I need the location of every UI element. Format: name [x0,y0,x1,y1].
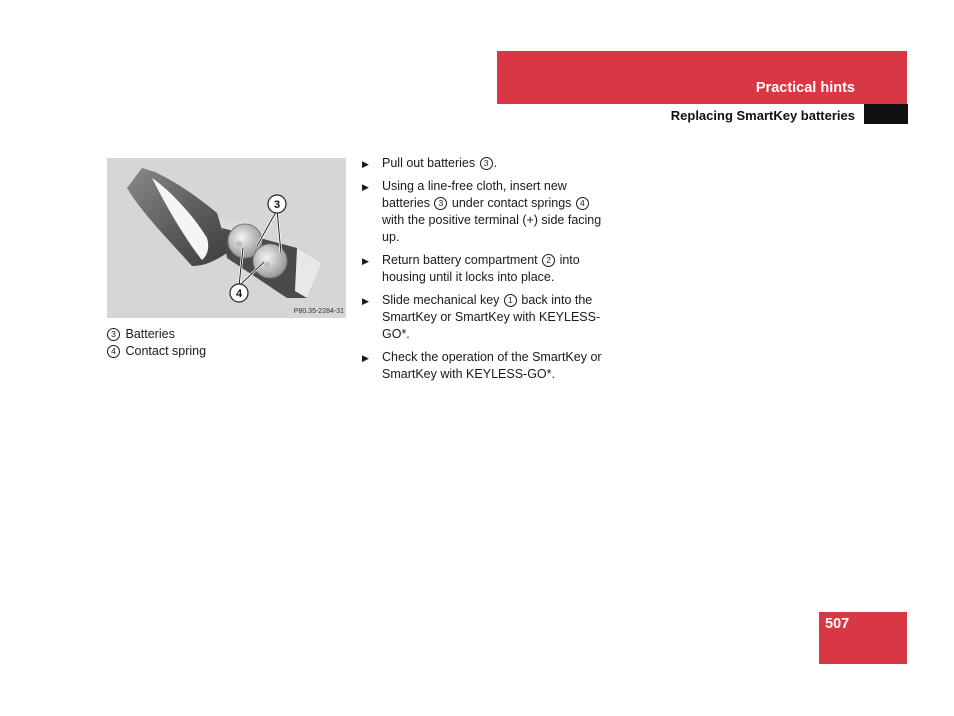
instruction-steps [362,155,612,389]
legend-item [107,326,206,343]
bullet-arrow-icon: ▶ [362,296,369,306]
circled-number-icon: 3 [480,157,493,170]
bullet-arrow-icon: ▶ [362,182,369,192]
callout-3 [268,195,286,213]
instruction-step: ▶ Using a line-free cloth, insert new batteries 3 under contact springs 4 with the positive terminal (+) side facing up. [362,179,602,244]
legend-number-icon: 4 [107,345,120,358]
circled-number-icon: 1 [504,294,517,307]
instruction-step: ▶ Pull out batteries 3 . [362,155,612,172]
callout-4 [230,284,248,302]
subsection-title: Replacing SmartKey batteries [670,108,855,123]
figure-code: P80.35-2284-31 [293,308,344,315]
instruction-step: ▶ Return battery compartment 2 into housing until it locks into place. [362,253,580,284]
legend-label: Batteries [125,327,175,341]
circled-number-icon: 2 [542,254,555,267]
section-header-bar [497,51,907,104]
bullet-arrow-icon: ▶ [362,159,369,169]
section-title: Practical hints [755,80,855,96]
smartkey-illustration [107,158,346,318]
figure-legend [107,326,206,360]
circled-number-icon: 4 [576,197,589,210]
bullet-arrow-icon: ▶ [362,353,369,363]
legend-item [107,343,206,360]
instruction-step: ▶ Slide mechanical key 1 back into the SmartKey or SmartKey with KEYLESS-GO*. [362,293,601,341]
page-number: 507 [825,616,850,632]
legend-number-icon: 3 [107,328,120,341]
subsection-marker [864,104,908,124]
callout-4-label: 4 [235,288,243,300]
legend-label: Contact spring [125,344,207,358]
bullet-arrow-icon: ▶ [362,256,369,266]
instruction-step: ▶ Check the operation of the SmartKey or SmartKey with KEYLESS-GO*. [362,350,602,381]
callout-3-label: 3 [273,199,281,211]
smartkey-battery-figure [107,158,346,318]
circled-number-icon: 3 [434,197,447,210]
